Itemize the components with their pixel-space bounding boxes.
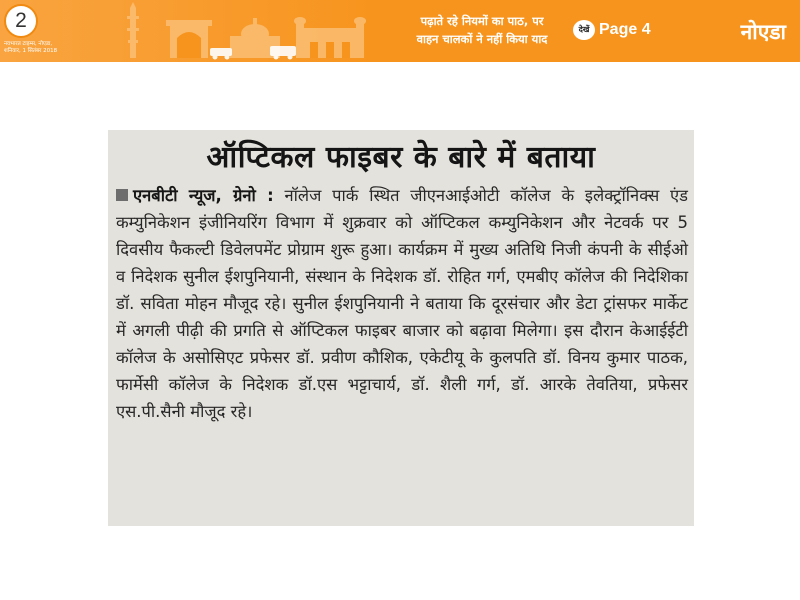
city-label: नोएडा bbox=[740, 20, 786, 44]
page-reference-link[interactable]: Page 4 bbox=[599, 21, 651, 38]
article-byline: एनबीटी न्यूज, ग्रेनो : bbox=[133, 186, 274, 205]
publication-date: शनिवार, 1 सितंबर 2018 bbox=[4, 48, 58, 54]
teaser-headline[interactable] bbox=[402, 12, 562, 48]
article-text: नॉलेज पार्क स्थित जीएनआईओटी कॉलेज के इलेक्ट्रॉनिक्स एंड कम्युनिकेशन इंजीनियरिंग विभाग में शुक्रवार को ऑप्टिकल कम्युनिकेशन और नेटवर्क पर 5 दिवसीय फैकल्टी डिवेलपमेंट प्रोग्राम शुरू हुआ। कार्यक्रम में मुख्य अतिथि निजी कंपनी के सीईओ व निदेशक सुनील ईशपुनियानी, संस्थान के निदेशक डॉ. रोहित गर्ग, एमबीए कॉलेज की निदेशिका डॉ. सविता मोहन मौजूद रहे। सुनील ईशपुनियानी ने बताया कि दूरसंचार और डेटा ट्रांसफर मार्केट में अगली पीढ़ी की प्रगति से ऑप्टिकल फाइबर बाजार को बढ़ावा मिलेगा। इस दौरान केआईईटी कॉलेज के असोसिएट प्रफेसर डॉ. प्रवीण कौशिक, एकेटीयू के कुलपति डॉ. विनय कुमार पाठक, फार्मेसी कॉलेज के निदेशक डॉ.एस भट्टाचार्य, डॉ. शैली गर्ग, डॉ. आरके तेवतिया, प्रफेसर एस.पी.सैनी मौजूद रहे। bbox=[116, 186, 688, 421]
article-body bbox=[116, 182, 688, 425]
skyline-illustration-icon bbox=[110, 2, 380, 60]
teaser-line: पढ़ाते रहे नियमों का पाठ, पर bbox=[420, 14, 544, 28]
see-badge: देखें bbox=[573, 20, 595, 40]
publication-line: नवभारत टाइम्स, नोएडा, bbox=[4, 41, 53, 47]
article-clipping bbox=[108, 130, 694, 526]
page-number-badge: 2 bbox=[4, 4, 38, 38]
teaser-line: वाहन चालकों ने नहीं किया याद bbox=[416, 32, 548, 46]
newspaper-header bbox=[0, 0, 800, 62]
article-headline: ऑप्टिकल फाइबर के बारे में बताया bbox=[206, 140, 596, 175]
bullet-square-icon bbox=[116, 189, 128, 201]
publication-info bbox=[4, 41, 114, 55]
